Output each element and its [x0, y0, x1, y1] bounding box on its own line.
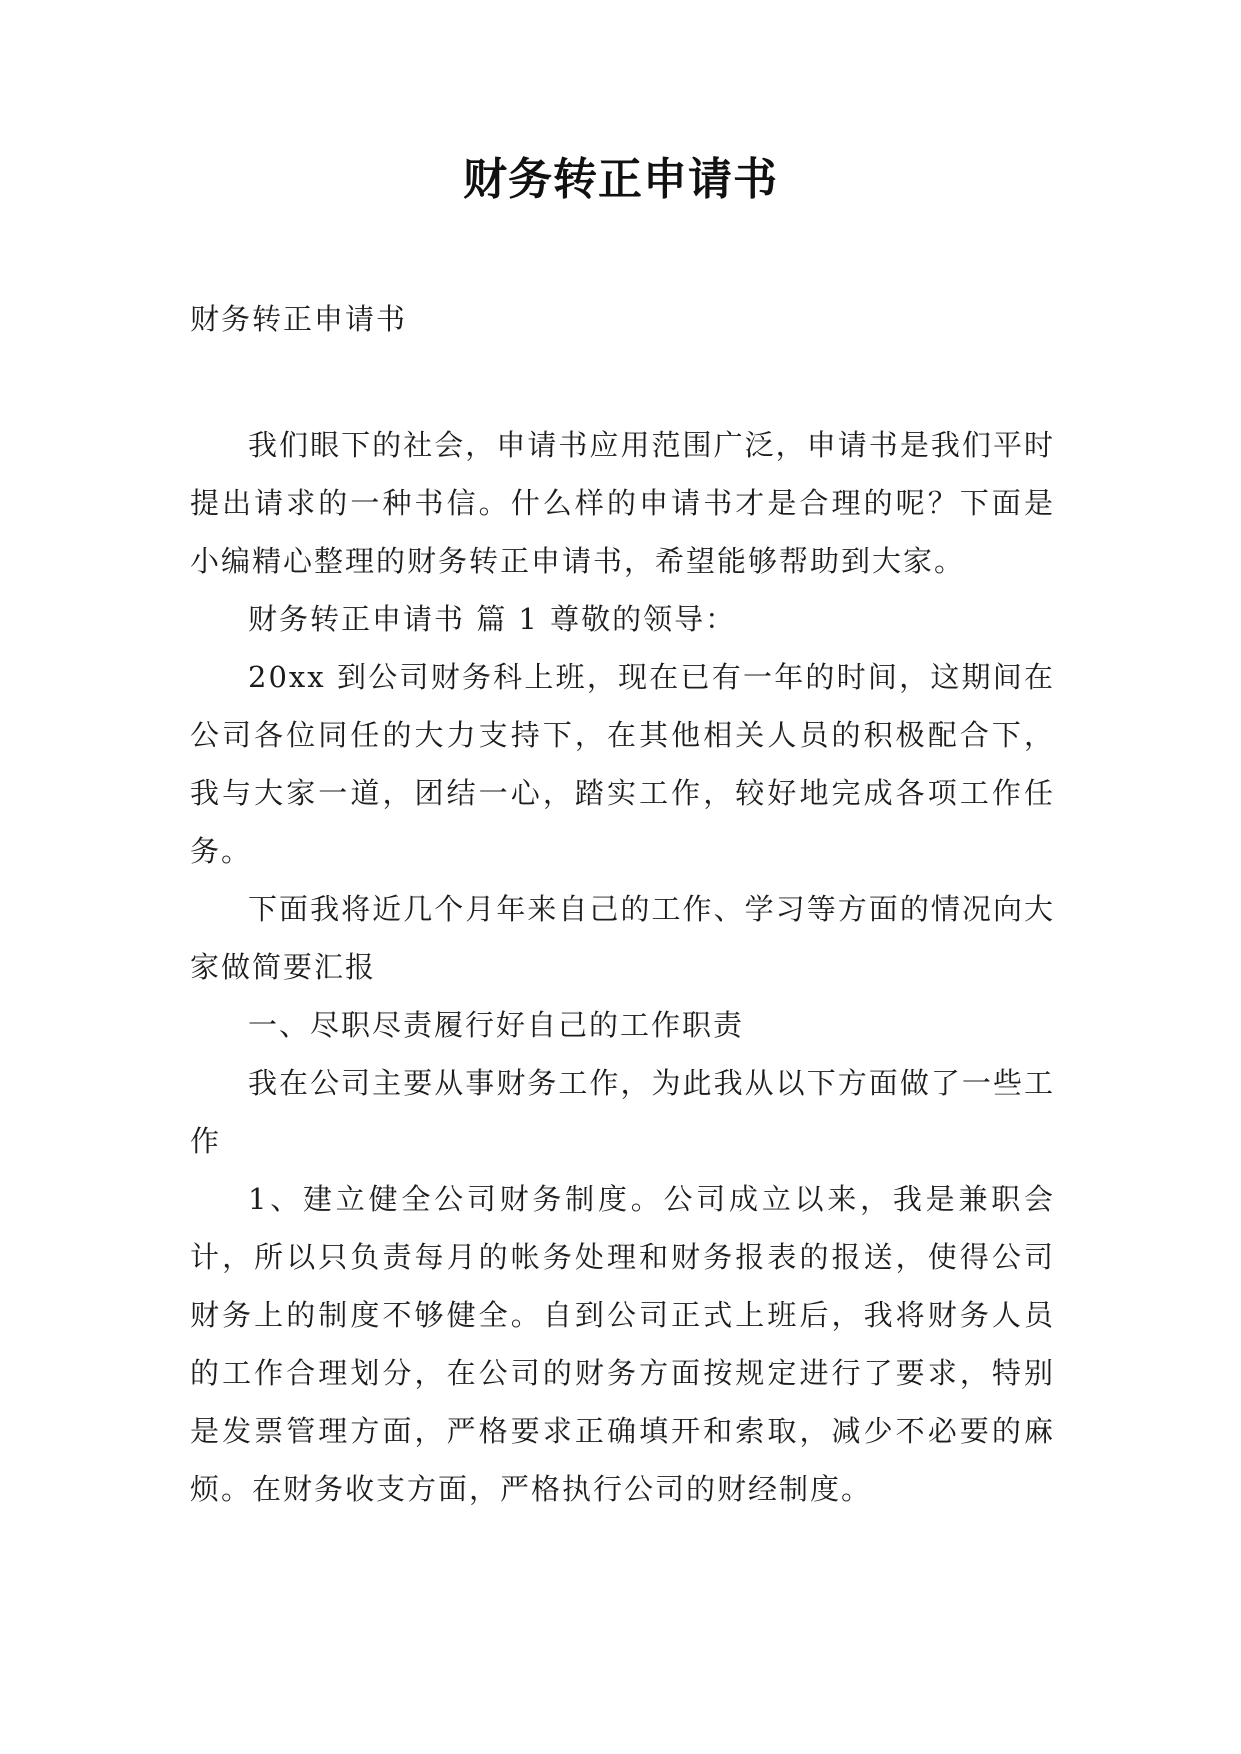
document-title: 财务转正申请书 [463, 154, 778, 205]
spacer [190, 348, 1055, 416]
paragraph-intro: 我们眼下的社会，申请书应用范围广泛，申请书是我们平时提出请求的一种书信。什么样的申请书才是合理的呢？下面是小编精心整理的财务转正申请书，希望能够帮助到大家。 [190, 428, 1055, 578]
paragraph-salutation: 财务转正申请书 篇 1 尊敬的领导： [248, 602, 737, 636]
paragraph-item-one: 1、建立健全公司财务制度。公司成立以来，我是兼职会计，所以只负责每月的帐务处理和财务报表的报送，使得公司财务上的制度不够健全。自到公司正式上班后，我将财务人员的工作合理划分，在公司的财务方面按规定进行了要求，特别是发票管理方面，严格要求正确填开和索取，减少不必要的麻烦。在财务收支方面，严格执行公司的财经制度。 [190, 1182, 1055, 1506]
heading-section-one: 一、尽职尽责履行好自己的工作职责 [248, 1008, 745, 1042]
paragraph-duties: 我在公司主要从事财务工作，为此我从以下方面做了一些工作 [190, 1066, 1055, 1158]
document-body [190, 290, 1055, 1518]
paragraph-work-overview: 20xx 到公司财务科上班，现在已有一年的时间，这期间在公司各位同任的大力支持下，在其他相关人员的积极配合下，我与大家一道，团结一心，踏实工作，较好地完成各项工作任务。 [190, 660, 1055, 868]
paragraph-report-intro: 下面我将近几个月年来自己的工作、学习等方面的情况向大家做简要汇报 [190, 892, 1055, 984]
document-subtitle: 财务转正申请书 [190, 302, 408, 336]
